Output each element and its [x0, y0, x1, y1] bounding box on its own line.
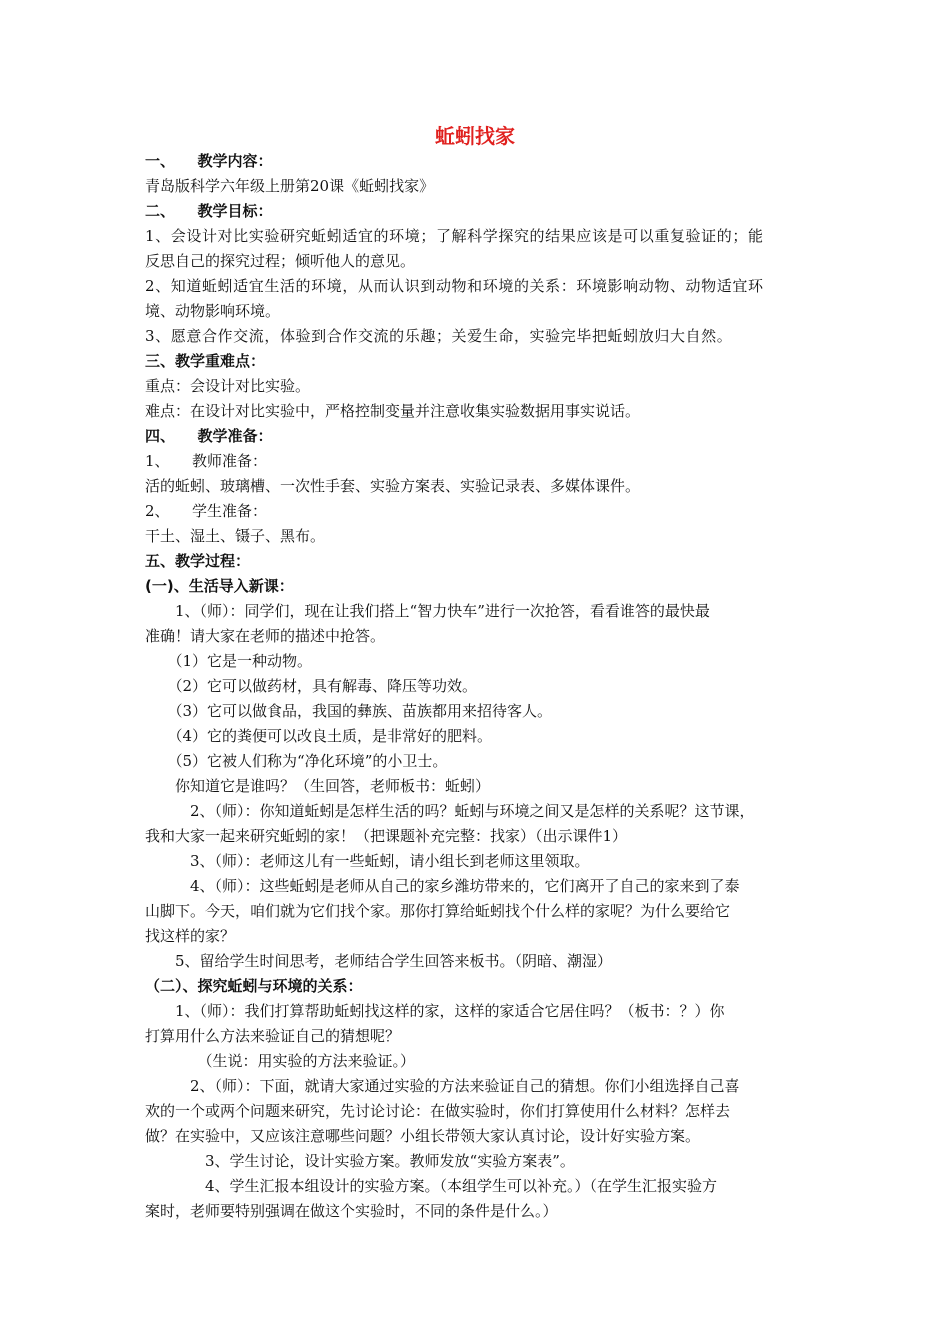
text-line: 3、（师）：老师这儿有一些蚯蚓，请小组长到老师这里领取。 [145, 852, 590, 870]
text-line: 2、 学生准备： [145, 502, 268, 520]
text-line: 案时，老师要特别强调在做这个实验时，不同的条件是什么。） [145, 1202, 558, 1220]
text-line: 2、（师）：下面，就请大家通过实验的方法来验证自己的猜想。你们小组选择自己喜 [145, 1077, 740, 1095]
text-line: 重点：会设计对比实验。 [145, 377, 311, 395]
text-line: （生说：用实验的方法来验证。） [145, 1052, 416, 1070]
text-line: 5、留给学生时间思考，老师结合学生回答来板书。（阴暗、潮湿） [145, 952, 613, 970]
text-line: 打算用什么方法来验证自己的猜想呢？ [145, 1027, 401, 1045]
text-line: （3）它可以做食品，我国的彝族、苗族都用来招待客人。 [145, 702, 553, 720]
text-line: 反思自己的探究过程；倾听他人的意见。 [145, 252, 416, 270]
text-line: 1、 教师准备： [145, 452, 268, 470]
section-heading-1: 一、 教学内容： [145, 152, 273, 170]
section-heading-4: 四、 教学准备： [145, 427, 273, 445]
text-line: （2）它可以做药材，具有解毒、降压等功效。 [145, 677, 478, 695]
subsection-heading-2: （二）、探究蚯蚓与环境的关系： [145, 977, 363, 995]
text-line: 1、（师）：我们打算帮助蚯蚓找这样的家，这样的家适合它居住吗？（板书：？）你 [145, 1002, 725, 1020]
text-line: 活的蚯蚓、玻璃槽、一次性手套、实验方案表、实验记录表、多媒体课件。 [145, 477, 641, 495]
text-line: 1、（师）：同学们，现在让我们搭上“智力快车”进行一次抢答，看看谁答的最快最 [145, 602, 710, 620]
text-line: 干土、湿土、镊子、黑布。 [145, 527, 326, 545]
text-line: 找这样的家？ [145, 927, 236, 945]
text-line: 1、会设计对比实验研究蚯蚓适宜的环境；了解科学探究的结果应该是可以重复验证的；能 [145, 227, 764, 245]
text-line: 境、动物影响环境。 [145, 302, 281, 320]
text-line: 4、学生汇报本组设计的实验方案。（本组学生可以补充。）（在学生汇报实验方 [145, 1177, 718, 1195]
text-line: 准确！请大家在老师的描述中抢答。 [145, 627, 386, 645]
text-line: 2、（师）：你知道蚯蚓是怎样生活的吗？蚯蚓与环境之间又是怎样的关系呢？这节课， [145, 802, 755, 820]
text-line: 3、学生讨论，设计实验方案。教师发放“实验方案表”。 [145, 1152, 575, 1170]
text-line: 我和大家一起来研究蚯蚓的家！（把课题补充完整：找家）（出示课件1） [145, 827, 628, 845]
subsection-heading-1: (一)、生活导入新课： [145, 577, 294, 595]
text-line: 2、知道蚯蚓适宜生活的环境，从而认识到动物和环境的关系：环境影响动物、动物适宜环 [145, 277, 764, 295]
section-heading-2: 二、 教学目标： [145, 202, 273, 220]
text-line: （1）它是一种动物。 [145, 652, 313, 670]
text-line: 山脚下。今天，咱们就为它们找个家。那你打算给蚯蚓找个什么样的家呢？为什么要给它 [145, 902, 731, 920]
text-line: （4）它的粪便可以改良土质，是非常好的肥料。 [145, 727, 493, 745]
section-heading-3: 三、教学重难点： [145, 352, 266, 370]
text-line: 欢的一个或两个问题来研究，先讨论讨论：在做实验时，你们打算使用什么材料？怎样去 [145, 1102, 731, 1120]
text-line: 青岛版科学六年级上册第20课《蚯蚓找家》 [145, 177, 435, 195]
text-line: （5）它被人们称为“净化环境”的小卫士。 [145, 752, 448, 770]
text-line: 你知道它是谁吗？（生回答，老师板书：蚯蚓） [145, 777, 491, 795]
text-line: 难点：在设计对比实验中，严格控制变量并注意收集实验数据用事实说话。 [145, 402, 641, 420]
text-line: 做？在实验中，又应该注意哪些问题？小组长带领大家认真讨论，设计好实验方案。 [145, 1127, 701, 1145]
document-title: 蚯蚓找家 [435, 124, 515, 148]
text-line: 3、愿意合作交流，体验到合作交流的乐趣；关爱生命，实验完毕把蚯蚓放归大自然。 [145, 327, 733, 345]
section-heading-5: 五、教学过程： [145, 552, 251, 570]
text-line: 4、（师）：这些蚯蚓是老师从自己的家乡潍坊带来的，它们离开了自己的家来到了泰 [145, 877, 740, 895]
